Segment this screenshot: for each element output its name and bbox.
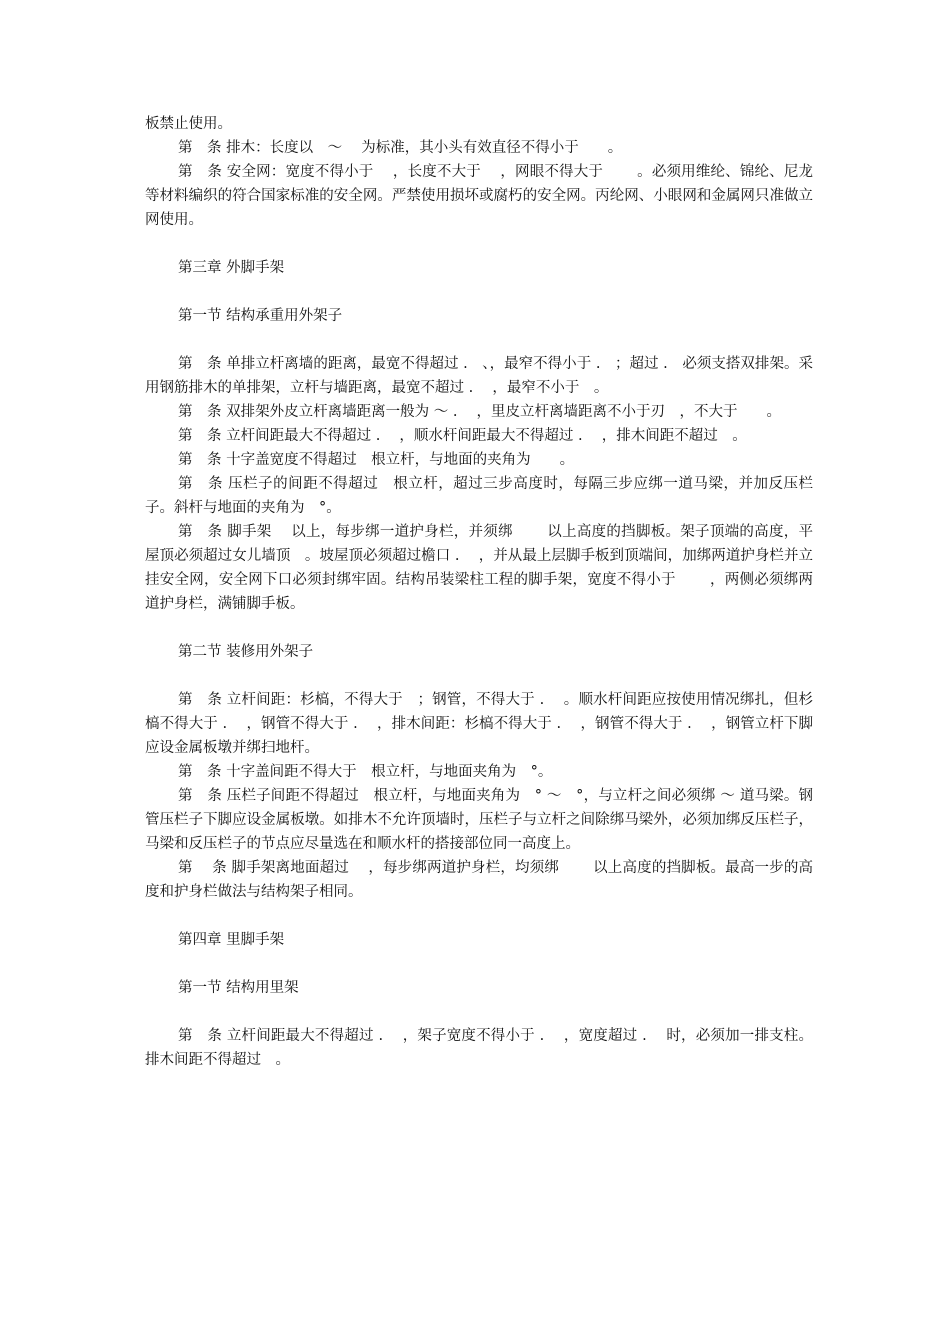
article-paragraph: 第 条 十字盖宽度不得超过 根立杆，与地面的夹角为 。 [178,452,575,468]
article-paragraph: 第 条 立杆间距：杉槁，不得大于 ；钢管，不得大于 . 。顺水杆间距应按使用情况绑扎，但杉槁不得大于 . ，钢管不得大于 . ，排木间距：杉槁不得大于 . ，钢管不得大于 . ，钢管立杆下脚应设金属板墩并绑扫地杆。 [145,692,813,756]
section-heading: 第二节 装修用外架子 [178,644,314,660]
section-spacer [145,328,813,352]
article-paragraph: 第 条 立杆间距最大不得超过 . ，架子宽度不得小于 . ，宽度超过 . 时，必须加一排支柱。排木间距不得超过 。 [145,1028,813,1068]
article-paragraph: 板禁止使用。 [145,116,232,132]
section-spacer [145,904,813,928]
article-paragraph: 第 条 压栏子的间距不得超过 根立杆，超过三步高度时，每隔三步应绑一道马梁，并加反压栏子。斜杆与地面的夹角为 °。 [145,476,813,516]
document-page [145,112,813,1072]
section-heading: 第三章 外脚手架 [178,260,285,276]
article-paragraph: 第 条 脚手架 以上，每步绑一道护身栏，并须绑 以上高度的挡脚板。架子顶端的高度，平屋顶必须超过女儿墙顶 。坡屋顶必须超过檐口 . ，并从最上层脚手板到顶端间，加绑两道护身栏并立挂安全网，安全网下口必须封绑牢固。结构吊装梁柱工程的脚手架，宽度不得小于 ，两侧必须绑两道护身栏，满铺脚手板。 [145,524,813,612]
article-paragraph: 第 条 单排立杆离墙的距离，最宽不得超过 . 、，最窄不得小于 . ；超过 . 必须支搭双排架。采用钢筋排木的单排架，立杆与墙距离，最宽不超过 . ，最窄不小于 。 [145,356,813,396]
section-spacer [145,232,813,256]
section-spacer [145,952,813,976]
article-paragraph: 第 条 安全网：宽度不得小于 ，长度不大于 ，网眼不得大于 。必须用维纶、锦纶、尼龙等材料编织的符合国家标准的安全网。严禁使用损坏或腐朽的安全网。丙纶网、小眼网和金属网只准做立网使用。 [145,164,813,228]
article-paragraph: 第 条 排木：长度以 ～ 为标准，其小头有效直径不得小于 。 [178,140,623,156]
section-spacer [145,280,813,304]
section-spacer [145,1000,813,1024]
section-heading: 第一节 结构承重用外架子 [178,308,343,324]
article-paragraph: 第 条 双排架外皮立杆离墙距离一般为 ～ . ，里皮立杆离墙距离不小于刃 ，不大于 。 [178,404,782,420]
article-paragraph: 第 条 十字盖间距不得大于 根立杆，与地面夹角为 °。 [178,764,553,780]
section-heading: 第一节 结构用里架 [178,980,299,996]
section-heading: 第四章 里脚手架 [178,932,285,948]
article-paragraph: 第 条 压栏子间距不得超过 根立杆，与地面夹角为 ° ～ °，与立杆之间必须绑 ～ 道马梁。钢管压栏子下脚应设金属板墩。如排木不允许顶墙时，压栏子与立杆之间除绑马梁外，必须加绑反压栏子，马梁和反压栏子的节点应尽量选在和顺水杆的搭接部位同一高度上。 [145,788,813,852]
section-spacer [145,616,813,640]
article-paragraph: 第 条 立杆间距最大不得超过 . ，顺水杆间距最大不得超过 . ，排木间距不超过 。 [178,428,747,444]
section-spacer [145,664,813,688]
article-paragraph: 第 条 脚手架离地面超过 ，每步绑两道护身栏，均须绑 以上高度的挡脚板。最高一步的高度和护身栏做法与结构架子相同。 [145,860,813,900]
